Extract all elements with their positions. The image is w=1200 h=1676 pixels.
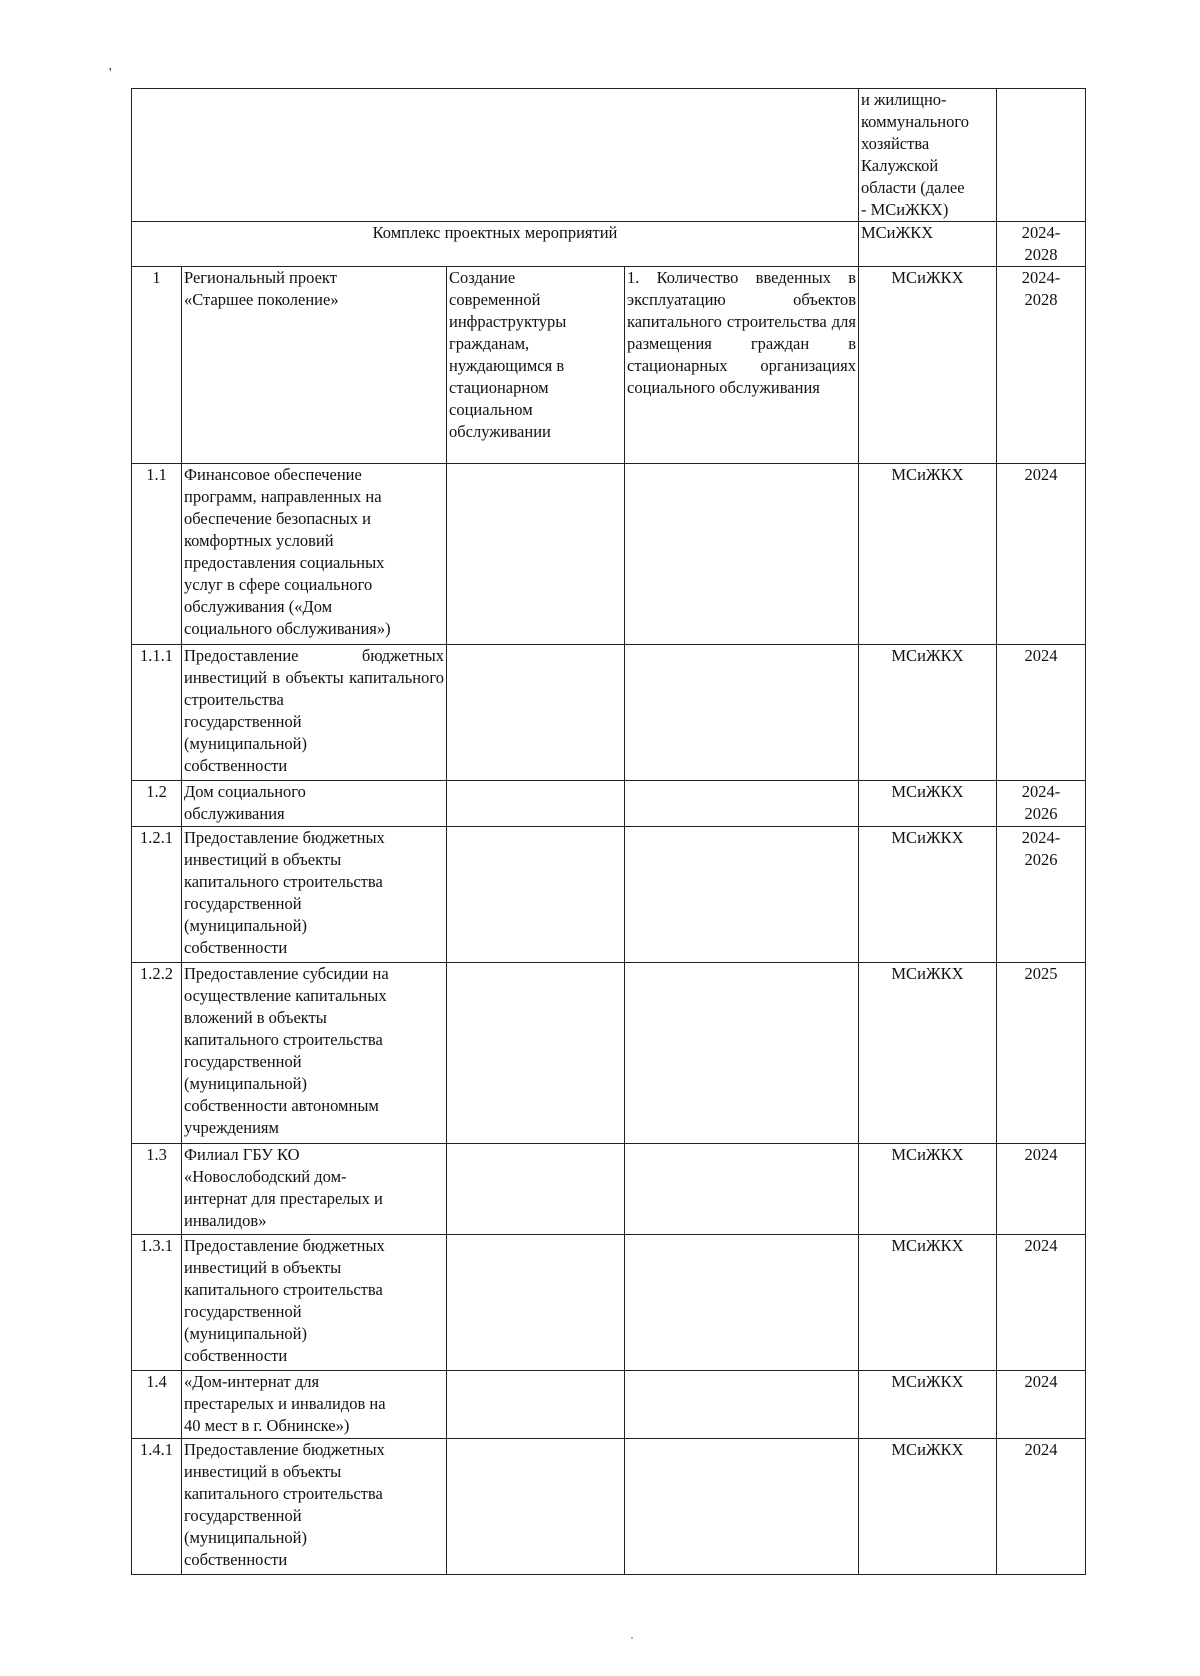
row-task bbox=[447, 464, 625, 645]
row-task bbox=[447, 781, 625, 827]
row-name: Региональный проект «Старшее поколение» bbox=[182, 267, 447, 464]
header-period-empty-cell bbox=[997, 89, 1086, 222]
row-task: Создание современной инфраструктуры гражданам, нуждающимся в стационарном социальном обслуживании bbox=[447, 267, 625, 464]
complex-executor-cell: МСиЖКХ bbox=[859, 222, 997, 267]
row-period: 2025 bbox=[997, 963, 1086, 1144]
complex-row bbox=[132, 222, 1086, 267]
row-executor: МСиЖКХ bbox=[859, 1371, 997, 1439]
table-row bbox=[132, 1144, 1086, 1235]
row-period: 2024 bbox=[997, 1439, 1086, 1575]
row-task bbox=[447, 1235, 625, 1371]
scan-speck bbox=[631, 1637, 633, 1639]
table-row bbox=[132, 645, 1086, 781]
row-period: 2024- 2028 bbox=[997, 267, 1086, 464]
row-task bbox=[447, 645, 625, 781]
row-indicator bbox=[625, 645, 859, 781]
row-executor: МСиЖКХ bbox=[859, 827, 997, 963]
row-indicator bbox=[625, 827, 859, 963]
row-executor: МСиЖКХ bbox=[859, 464, 997, 645]
complex-period-cell: 2024- 2028 bbox=[997, 222, 1086, 267]
row-indicator: 1. Количество введенных в эксплуатацию объектов капитального строительства для размещения граждан в стационарных организациях социального обслуживания bbox=[625, 267, 859, 464]
row-period: 2024- 2026 bbox=[997, 827, 1086, 963]
row-executor: МСиЖКХ bbox=[859, 267, 997, 464]
row-indicator bbox=[625, 781, 859, 827]
row-executor: МСиЖКХ bbox=[859, 1144, 997, 1235]
row-number: 1.2 bbox=[132, 781, 182, 827]
row-name: Финансовое обеспечение программ, направленных на обеспечение безопасных и комфортных условий предоставления социальных услуг в сфере социального обслуживания («Дом социального обслуживания») bbox=[182, 464, 447, 645]
row-task bbox=[447, 1439, 625, 1575]
row-indicator bbox=[625, 1371, 859, 1439]
row-executor: МСиЖКХ bbox=[859, 963, 997, 1144]
row-number: 1 bbox=[132, 267, 182, 464]
table-row bbox=[132, 781, 1086, 827]
complex-title-cell: Комплекс проектных мероприятий bbox=[132, 222, 859, 267]
row-task bbox=[447, 963, 625, 1144]
row-executor: МСиЖКХ bbox=[859, 645, 997, 781]
table-row bbox=[132, 827, 1086, 963]
program-table bbox=[131, 88, 1086, 1575]
row-number: 1.1.1 bbox=[132, 645, 182, 781]
row-indicator bbox=[625, 963, 859, 1144]
row-number: 1.4 bbox=[132, 1371, 182, 1439]
row-period: 2024 bbox=[997, 1144, 1086, 1235]
row-name: Предоставление бюджетных инвестиций в объекты капитального строительства государственной (муниципальной) собственности bbox=[182, 1439, 447, 1575]
row-name: Предоставление бюджетных инвестиций в объекты капитального строительства государственной (муниципальной) собственности bbox=[182, 1235, 447, 1371]
row-name: Филиал ГБУ КО «Новослободский дом- интернат для престарелых и инвалидов» bbox=[182, 1144, 447, 1235]
row-indicator bbox=[625, 1235, 859, 1371]
row-number: 1.3 bbox=[132, 1144, 182, 1235]
row-period: 2024 bbox=[997, 645, 1086, 781]
row-period: 2024- 2026 bbox=[997, 781, 1086, 827]
row-period: 2024 bbox=[997, 464, 1086, 645]
row-number: 1.3.1 bbox=[132, 1235, 182, 1371]
row-name: Дом социального обслуживания bbox=[182, 781, 447, 827]
row-number: 1.4.1 bbox=[132, 1439, 182, 1575]
row-number: 1.2.2 bbox=[132, 963, 182, 1144]
row-task bbox=[447, 1144, 625, 1235]
row-task bbox=[447, 1371, 625, 1439]
header-empty-cell bbox=[132, 89, 859, 222]
scan-mark: ' bbox=[109, 66, 112, 81]
row-name: Предоставление бюджетных инвестиций в объекты капитального строительства государственной (муниципальной) собственности bbox=[182, 827, 447, 963]
row-period: 2024 bbox=[997, 1235, 1086, 1371]
table-row bbox=[132, 267, 1086, 464]
row-number: 1.1 bbox=[132, 464, 182, 645]
row-name: «Дом-интернат для престарелых и инвалидов на 40 мест в г. Обнинске») bbox=[182, 1371, 447, 1439]
row-indicator bbox=[625, 1439, 859, 1575]
executor-continuation-cell: и жилищно- коммунального хозяйства Калужской области (далее - МСиЖКХ) bbox=[859, 89, 997, 222]
table-row bbox=[132, 1439, 1086, 1575]
table-row bbox=[132, 1235, 1086, 1371]
row-number: 1.2.1 bbox=[132, 827, 182, 963]
row-name: Предоставление субсидии на осуществление капитальных вложений в объекты капитального строительства государственной (муниципальной) собственности автономным учреждениям bbox=[182, 963, 447, 1144]
row-period: 2024 bbox=[997, 1371, 1086, 1439]
row-executor: МСиЖКХ bbox=[859, 1235, 997, 1371]
header-continuation-row bbox=[132, 89, 1086, 222]
row-indicator bbox=[625, 464, 859, 645]
row-task bbox=[447, 827, 625, 963]
row-executor: МСиЖКХ bbox=[859, 1439, 997, 1575]
table-row bbox=[132, 963, 1086, 1144]
row-executor: МСиЖКХ bbox=[859, 781, 997, 827]
row-name: Предоставление бюджетных инвестиций в объекты капитального строительства государственной (муниципальной) собственности bbox=[182, 645, 447, 781]
table-row bbox=[132, 1371, 1086, 1439]
row-indicator bbox=[625, 1144, 859, 1235]
table-row bbox=[132, 464, 1086, 645]
